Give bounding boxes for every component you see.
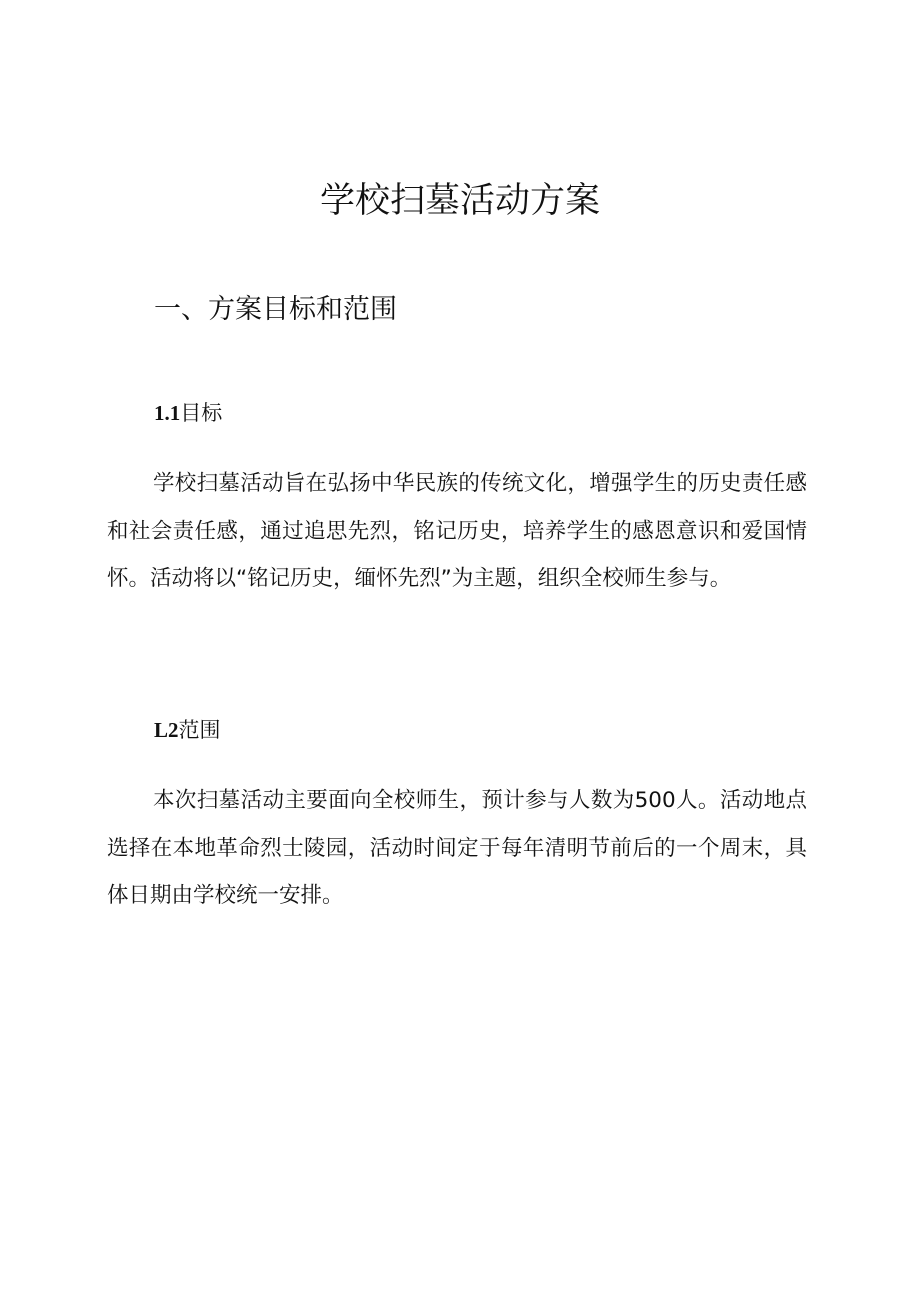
section-heading-goals-scope: 一、方案目标和范围 — [154, 294, 397, 325]
paragraph-scope: 本次扫墓活动主要面向全校师生，预计参与人数为500人。活动地点选择在本地革命烈士陵园，活动时间定于每年清明节前后的一个周末，具体日期由学校统一安排。 — [107, 788, 807, 908]
subsection-number: 1.1 — [154, 401, 181, 425]
subsection-heading-goals — [154, 398, 222, 428]
subsection-label: 目标 — [180, 401, 223, 425]
document-title: 学校扫墓活动方案 — [319, 181, 600, 221]
subsection-heading-scope — [154, 715, 221, 745]
paragraph-goals: 学校扫墓活动旨在弘扬中华民族的传统文化，增强学生的历史责任感和社会责任感，通过追思先烈，铭记历史，培养学生的感恩意识和爱国情怀。活动将以“铭记历史，缅怀先烈”为主题，组织全校师生参与。 — [107, 471, 807, 591]
subsection-label: 范围 — [178, 718, 221, 742]
subsection-number: L2 — [154, 718, 179, 742]
